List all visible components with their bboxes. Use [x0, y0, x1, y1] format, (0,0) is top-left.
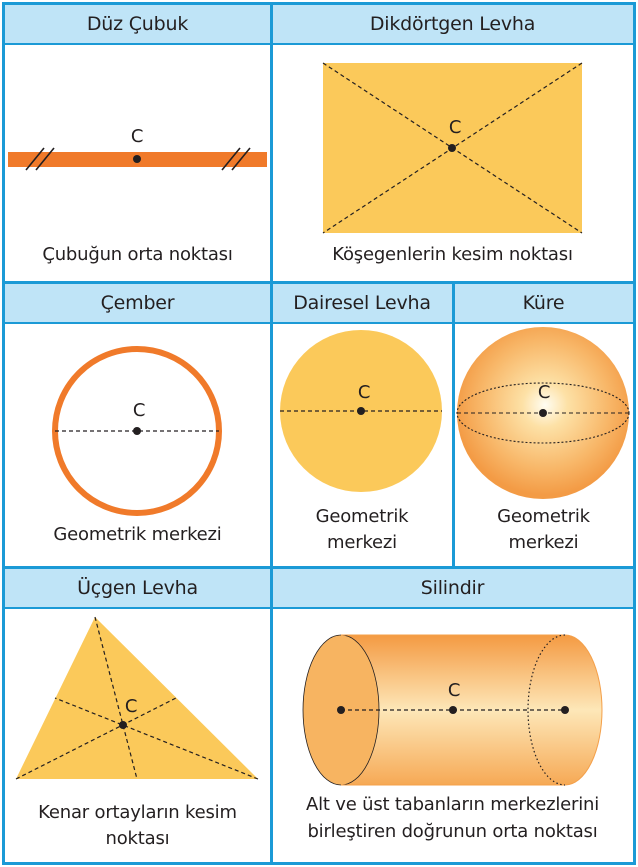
rect-title: Dikdörtgen Levha — [369, 13, 536, 35]
sphere-title: Küre — [522, 292, 565, 314]
cylinder-center-dot — [449, 706, 457, 714]
sphere-caption-line2: merkezi — [508, 532, 579, 553]
cylinder-right-center-dot — [561, 706, 569, 714]
rod-caption: Çubuğun orta noktası — [42, 244, 233, 265]
circle-title: Çember — [100, 292, 175, 314]
cylinder-caption-line2: birleştiren doğrunun orta noktası — [307, 821, 598, 842]
cylinder-point-label: C — [447, 680, 461, 701]
circle-point-label: C — [132, 400, 146, 421]
rect-caption: Köşegenlerin kesim noktası — [332, 244, 573, 265]
disc-caption-line1: Geometrik — [315, 506, 409, 527]
rod-point-label: C — [130, 126, 144, 147]
cylinder-left-center-dot — [337, 706, 345, 714]
triangle-point-label: C — [124, 696, 138, 717]
cylinder-title: Silindir — [420, 577, 485, 599]
disc-point-label: C — [357, 382, 371, 403]
triangle-title: Üçgen Levha — [77, 577, 198, 599]
circle-caption: Geometrik merkezi — [53, 524, 222, 545]
rod-title: Düz Çubuk — [86, 13, 189, 35]
sphere-caption-line1: Geometrik — [497, 506, 590, 527]
triangle-caption-line2: noktası — [105, 828, 170, 849]
cylinder-caption-line1: Alt ve üst tabanların merkezlerini — [305, 794, 600, 815]
sphere-point-label: C — [537, 382, 551, 403]
rect-point-label: C — [448, 117, 462, 138]
disc-title: Dairesel Levha — [293, 292, 431, 314]
disc-caption-line2: merkezi — [327, 532, 397, 553]
triangle-caption-line1: Kenar ortayların kesim — [38, 802, 237, 823]
